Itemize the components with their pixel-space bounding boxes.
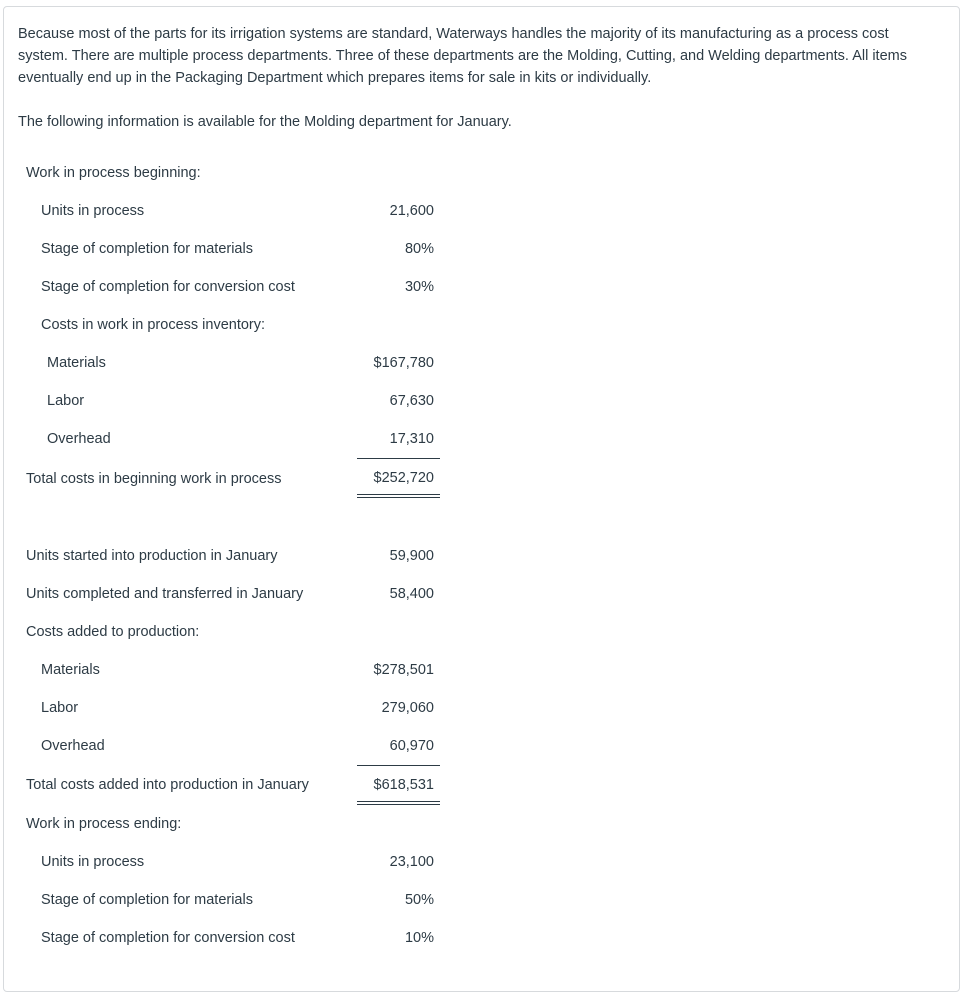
units-started-label: Units started into production in January — [26, 548, 278, 564]
wip-beginning-stage-conversion-label: Stage of completion for conversion cost — [41, 279, 295, 295]
costs-added-overhead-label: Overhead — [41, 738, 105, 754]
wip-ending-stage-materials-value: 50% — [404, 892, 434, 908]
lead-paragraph: The following information is available for the Molding department for January. — [18, 114, 512, 130]
wip-beginning-stage-conversion-value: 30% — [404, 279, 434, 295]
total-double-rule — [357, 801, 440, 805]
wip-beginning-materials-label: Materials — [47, 355, 106, 371]
wip-beginning-overhead-label: Overhead — [47, 431, 111, 447]
wip-ending-stage-materials-label: Stage of completion for materials — [41, 892, 253, 908]
costs-added-labor-value: 279,060 — [381, 700, 434, 716]
costs-added-total-value: $618,531 — [373, 777, 434, 793]
wip-beginning-labor-value: 67,630 — [389, 393, 434, 409]
costs-added-labor-label: Labor — [41, 700, 79, 716]
total-double-rule — [357, 494, 440, 498]
wip-ending-heading: Work in process ending: — [26, 816, 182, 832]
costs-added-materials-label: Materials — [41, 662, 100, 678]
question-card — [3, 6, 960, 992]
costs-added-materials-value: $278,501 — [373, 662, 434, 678]
wip-beginning-overhead-value: 17,310 — [389, 431, 434, 447]
wip-beginning-units-label: Units in process — [41, 203, 145, 219]
wip-beginning-total-value: $252,720 — [373, 470, 434, 486]
units-started-value: 59,900 — [389, 548, 434, 564]
subtotal-rule — [357, 765, 440, 766]
wip-ending-units-label: Units in process — [41, 854, 145, 870]
units-completed-value: 58,400 — [389, 586, 434, 602]
intro-paragraph: Because most of the parts for its irrigation systems are standard, Waterways handles the majority of its manufacturing as a process cost system. There are multiple process departments. Three of these departments are the Molding, Cutting, and Welding departments. All items eventually end up in the Packaging Department which prepares items for sale in kits or individually. — [18, 26, 907, 86]
costs-added-heading: Costs added to production: — [26, 624, 200, 640]
costs-added-overhead-value: 60,970 — [389, 738, 434, 754]
wip-ending-stage-conversion-value: 10% — [404, 930, 434, 946]
wip-beginning-heading: Work in process beginning: — [26, 165, 201, 181]
wip-ending-units-value: 23,100 — [389, 854, 434, 870]
wip-beginning-stage-materials-label: Stage of completion for materials — [41, 241, 253, 257]
costs-added-total-label: Total costs added into production in January — [26, 777, 309, 793]
wip-beginning-labor-label: Labor — [47, 393, 85, 409]
units-completed-label: Units completed and transferred in January — [26, 586, 304, 602]
wip-beginning-materials-value: $167,780 — [373, 355, 434, 371]
wip-beginning-costs-heading: Costs in work in process inventory: — [41, 317, 266, 333]
wip-beginning-total-label: Total costs in beginning work in process — [26, 471, 282, 487]
subtotal-rule — [357, 458, 440, 459]
wip-beginning-units-value: 21,600 — [389, 203, 434, 219]
wip-ending-stage-conversion-label: Stage of completion for conversion cost — [41, 930, 295, 946]
wip-beginning-stage-materials-value: 80% — [404, 241, 434, 257]
